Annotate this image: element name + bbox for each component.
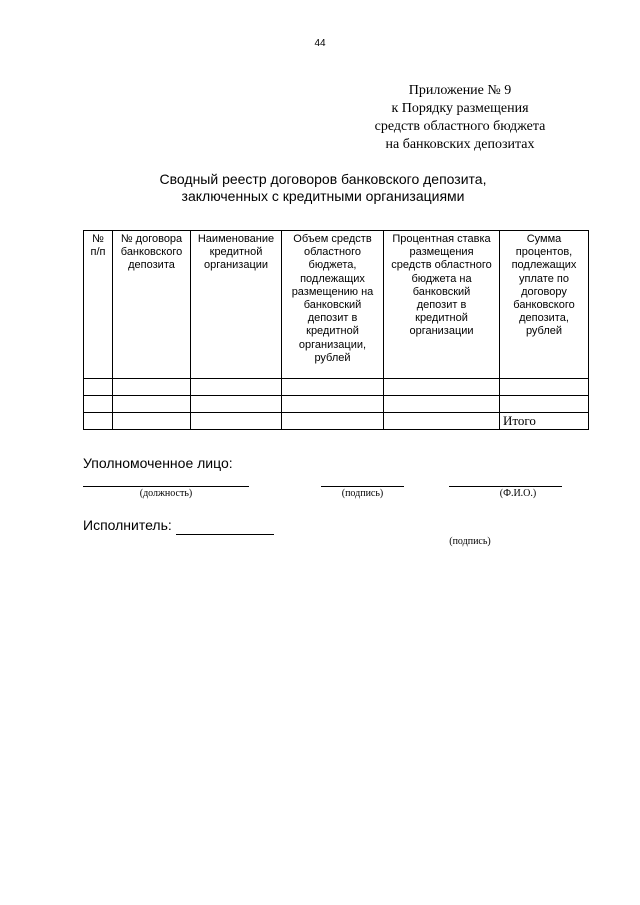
position-caption: (должность) [139, 488, 193, 499]
header-bank-name: Наименование кредитной организации [191, 231, 282, 379]
table-cell [113, 396, 191, 413]
appendix-line: Приложение № 9 [408, 83, 512, 98]
signature-caption: (подпись) [341, 488, 384, 499]
position-line [83, 486, 249, 487]
table-row [84, 379, 589, 396]
appendix-line: к Порядку размещения [391, 101, 529, 116]
header-funds-amount: Объем средств областного бюджета, подлежащих размещению на банковский депозит в кредитной организации, рублей [282, 231, 384, 379]
table-cell [384, 379, 500, 396]
header-interest-rate: Процентная ставка размещения средств областного бюджета на банковский депозит в кредитной организации [384, 231, 500, 379]
table-cell [384, 413, 500, 430]
header-number: № п/п [84, 231, 113, 379]
table-header-row [84, 231, 589, 379]
table-total-row [84, 413, 589, 430]
table-cell [84, 413, 113, 430]
table-cell [84, 396, 113, 413]
table-row [84, 396, 589, 413]
table-cell [84, 379, 113, 396]
table-cell [282, 396, 384, 413]
table-cell [191, 413, 282, 430]
document-title [0, 171, 640, 205]
table-cell [113, 379, 191, 396]
registry-table [83, 230, 589, 430]
name-line [449, 486, 562, 487]
table-cell [500, 379, 589, 396]
page-number: 44 [314, 38, 326, 49]
appendix-line: средств областного бюджета [374, 119, 546, 134]
executor-signature-caption: (подпись) [449, 536, 491, 547]
name-caption: (Ф.И.О.) [499, 488, 537, 499]
table-cell [384, 396, 500, 413]
executor-label: Исполнитель: [83, 517, 172, 533]
header-contract-number: № договора банковского депозита [113, 231, 191, 379]
table-cell [191, 396, 282, 413]
total-label: Итого [500, 413, 589, 430]
appendix-header [340, 82, 580, 154]
executor-signature-line [176, 534, 274, 535]
title-line: Сводный реестр договоров банковского депозита, [159, 171, 487, 187]
table-cell [282, 379, 384, 396]
appendix-line: на банковских депозитах [385, 137, 535, 152]
table-cell [191, 379, 282, 396]
title-line: заключенных с кредитными организациями [181, 188, 465, 204]
authorized-person-label: Уполномоченное лицо: [83, 455, 233, 471]
table-cell [113, 413, 191, 430]
table-cell [500, 396, 589, 413]
signature-line [321, 486, 404, 487]
table-cell [282, 413, 384, 430]
header-interest-sum: Сумма процентов, подлежащих уплате по договору банковского депозита, рублей [500, 231, 589, 379]
